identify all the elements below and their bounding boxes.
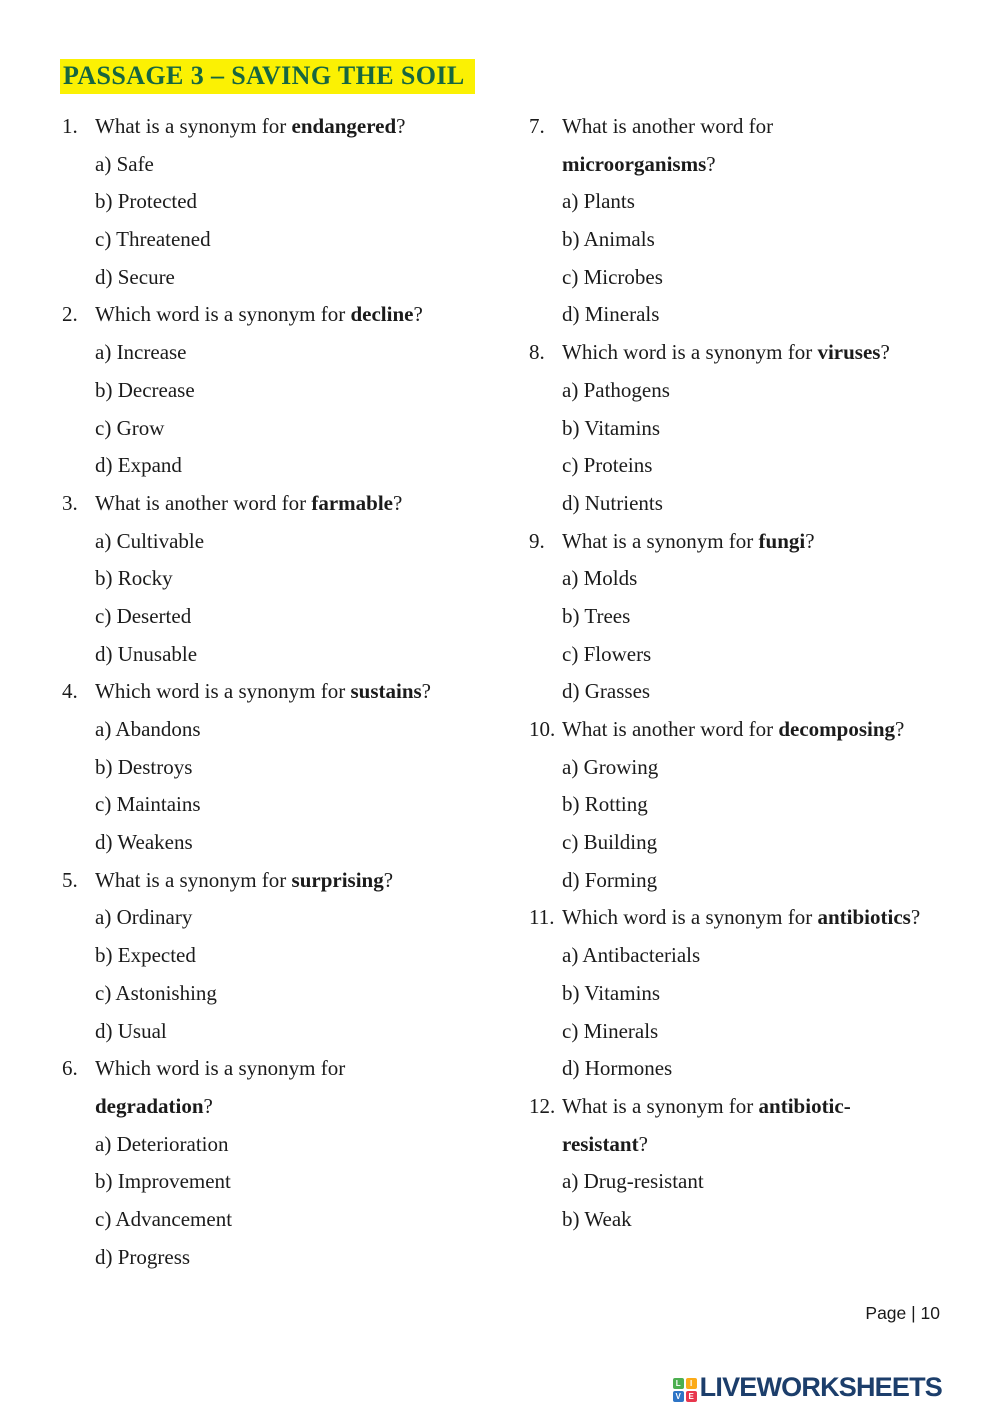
- answer-option[interactable]: a) Deterioration: [95, 1131, 229, 1156]
- question: [62, 108, 517, 296]
- question-text: Which word is a synonym for antibiotics?: [562, 905, 921, 930]
- questions-column-left: [62, 108, 517, 1276]
- answer-option[interactable]: c) Threatened: [95, 227, 211, 252]
- question: [529, 108, 994, 334]
- question: [62, 1050, 517, 1276]
- question-number: 10.: [529, 717, 556, 741]
- question-text: What is another word for farmable?: [95, 490, 403, 515]
- answer-option[interactable]: c) Proteins: [562, 453, 653, 478]
- answer-option[interactable]: d) Progress: [95, 1244, 191, 1269]
- question: [529, 899, 994, 1087]
- passage-title: PASSAGE 3 – SAVING THE SOIL: [60, 59, 475, 94]
- question-number: 9.: [529, 528, 545, 553]
- answer-option[interactable]: c) Deserted: [95, 603, 192, 628]
- question-number: 8.: [529, 340, 545, 365]
- question: [529, 711, 994, 899]
- question-text: What is a synonym for surprising?: [95, 867, 394, 892]
- question: [62, 296, 517, 484]
- answer-option[interactable]: a) Pathogens: [562, 377, 670, 402]
- answer-option[interactable]: b) Vitamins: [562, 415, 661, 440]
- liveworksheets-logo: [673, 1372, 942, 1403]
- answer-option[interactable]: c) Minerals: [562, 1018, 659, 1043]
- answer-option[interactable]: d) Usual: [95, 1018, 167, 1043]
- answer-option[interactable]: b) Destroys: [95, 754, 193, 779]
- question: [62, 862, 517, 1050]
- answer-option[interactable]: d) Grasses: [562, 679, 651, 704]
- answer-option[interactable]: c) Building: [562, 830, 658, 855]
- question-text: What is another word for decomposing?: [562, 717, 905, 741]
- logo-tile-l: L: [673, 1378, 684, 1389]
- answer-option[interactable]: b) Animals: [562, 227, 655, 252]
- liveworksheets-logo-icon: [673, 1378, 697, 1402]
- answer-option[interactable]: a) Molds: [562, 566, 638, 591]
- question: [62, 485, 517, 673]
- question: [62, 673, 517, 861]
- logo-tile-i: I: [686, 1378, 697, 1389]
- question-text: What is a synonym for fungi?: [562, 528, 815, 553]
- question-number: 6.: [62, 1056, 78, 1081]
- answer-option[interactable]: c) Maintains: [95, 792, 201, 817]
- question-text: Which word is a synonym for viruses?: [562, 340, 890, 365]
- answer-option[interactable]: b) Trees: [562, 603, 631, 628]
- page-number: Page | 10: [865, 1303, 940, 1323]
- question-text: Which word is a synonym for decline?: [95, 302, 423, 327]
- liveworksheets-brand-text: LIVEWORKSHEETS: [699, 1372, 942, 1402]
- answer-option[interactable]: d) Unusable: [95, 641, 198, 666]
- questions-column-right: [529, 108, 994, 1239]
- question-text: What is a synonym for antibiotic-: [562, 1093, 851, 1118]
- question-text: microorganisms?: [562, 151, 716, 176]
- answer-option[interactable]: d) Expand: [95, 453, 182, 478]
- question-number: 4.: [62, 679, 78, 704]
- question-text: What is a synonym for endangered?: [95, 114, 406, 138]
- answer-option[interactable]: d) Forming: [562, 867, 658, 892]
- answer-option[interactable]: d) Secure: [95, 264, 175, 289]
- question-number: 1.: [62, 114, 78, 138]
- answer-option[interactable]: b) Decrease: [95, 377, 195, 402]
- question-number: 12.: [529, 1093, 556, 1118]
- answer-option[interactable]: b) Vitamins: [562, 980, 661, 1005]
- answer-option[interactable]: d) Weakens: [95, 830, 193, 855]
- question-text: Which word is a synonym for: [95, 1056, 346, 1081]
- answer-option[interactable]: a) Antibacterials: [562, 943, 701, 968]
- logo-tile-e: E: [686, 1391, 697, 1402]
- question-text: degradation?: [95, 1093, 213, 1118]
- question: [529, 334, 994, 522]
- question: [529, 1088, 994, 1239]
- question-number: 2.: [62, 302, 78, 327]
- question-number: 7.: [529, 114, 545, 138]
- answer-option[interactable]: c) Astonishing: [95, 980, 217, 1005]
- answer-option[interactable]: b) Rotting: [562, 792, 648, 817]
- question-number: 11.: [529, 905, 555, 930]
- answer-option[interactable]: a) Plants: [562, 189, 635, 214]
- question-text: What is another word for: [562, 114, 774, 138]
- answer-option[interactable]: a) Increase: [95, 340, 187, 365]
- logo-tile-v: V: [673, 1391, 684, 1402]
- answer-option[interactable]: c) Advancement: [95, 1206, 233, 1231]
- answer-option[interactable]: c) Grow: [95, 415, 165, 440]
- answer-option[interactable]: d) Hormones: [562, 1056, 673, 1081]
- answer-option[interactable]: c) Flowers: [562, 641, 652, 666]
- answer-option[interactable]: a) Safe: [95, 151, 154, 176]
- answer-option[interactable]: b) Improvement: [95, 1169, 231, 1194]
- answer-option[interactable]: b) Protected: [95, 189, 198, 214]
- answer-option[interactable]: a) Cultivable: [95, 528, 205, 553]
- answer-option[interactable]: a) Drug-resistant: [562, 1169, 704, 1194]
- answer-option[interactable]: b) Expected: [95, 943, 196, 968]
- question-number: 5.: [62, 867, 78, 892]
- answer-option[interactable]: b) Rocky: [95, 566, 173, 591]
- question: [529, 523, 994, 711]
- answer-option[interactable]: a) Growing: [562, 754, 659, 779]
- answer-option[interactable]: b) Weak: [562, 1206, 632, 1231]
- answer-option[interactable]: c) Microbes: [562, 264, 663, 289]
- answer-option[interactable]: a) Ordinary: [95, 905, 193, 930]
- answer-option[interactable]: a) Abandons: [95, 717, 201, 741]
- question-number: 3.: [62, 490, 78, 515]
- answer-option[interactable]: d) Nutrients: [562, 490, 663, 515]
- question-text: Which word is a synonym for sustains?: [95, 679, 431, 704]
- question-text: resistant?: [562, 1131, 648, 1156]
- answer-option[interactable]: d) Minerals: [562, 302, 660, 327]
